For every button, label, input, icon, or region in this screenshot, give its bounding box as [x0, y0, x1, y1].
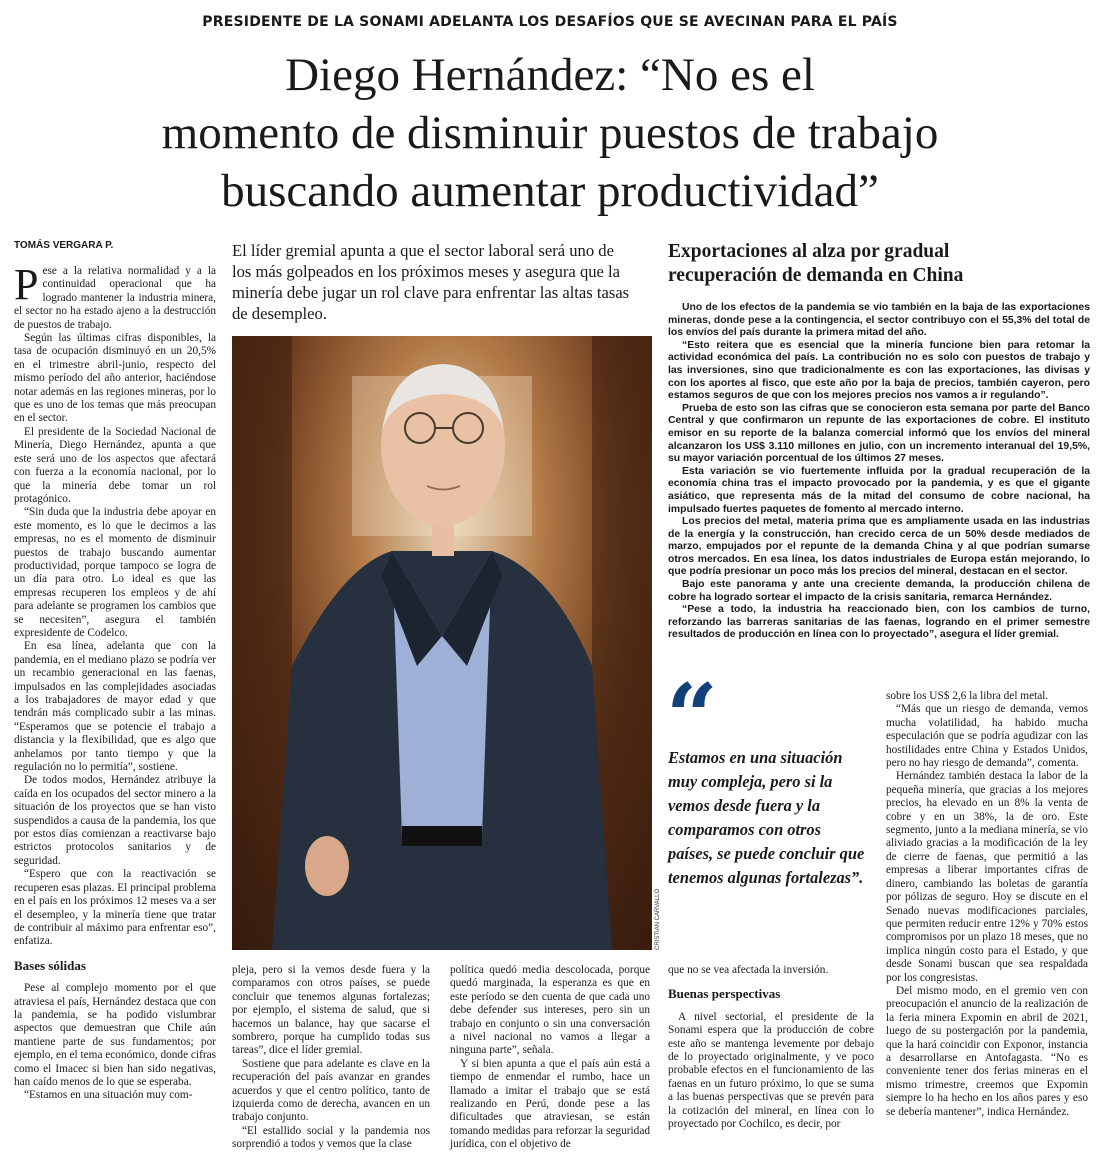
paragraph: Esta variación se vio fuertemente influida por la gradual recuperación de la economía china tras el impacto provocado por la pandemia, y es que el gigante asiático, que representa más de la mitad del consumo de cobre nacional, ha impulsado fuertes paquetes de fomento al mercado interno.	[668, 465, 1090, 515]
paragraph: “Estamos en una situación muy com-	[24, 1089, 193, 1102]
paragraph: Hernández también destaca la labor de la pequeña minería, que gracias a los mejores precios, ha elevado en un 8% la venta de cobre y en un 38%, la de oro. Este segmento, junto a la mediana minería, se vio aliviado gracias a la modificación de la ley de cierre de faenas, que permitió a las empresas a liberar importantes cifras de dinero, cambiando las boletas de garantía por pólizas de seguro. Hoy se discute en el Senado nuevas modificaciones parciales, que permiten reducir entre 12% y 70% estos compromisos por un plazo 18 meses, que no implica ningún costo para el Estado, y que desde Sonami buscan que sea respaldada por los congresistas.	[886, 770, 1088, 984]
article-column-2	[232, 964, 430, 1152]
article-column-5	[886, 690, 1088, 1119]
paragraph: Sostiene que para adelante es clave en la recuperación del país avanzar en grandes acuerdos y que el centro político, tanto de izquierda como de derecha, avancen en un trabajo conjunto.	[232, 1057, 430, 1124]
paragraph: Según las últimas cifras disponibles, la tasa de ocupación disminuyó en un 20,5% en el trimestre abril-junio, respecto del mismo período del año anterior, haciéndose notar además en las regiones mineras, por lo que es uno de los temas que más preocupan en el sector.	[14, 332, 216, 425]
headline-line: momento de disminuir puestos de trabajo	[161, 107, 939, 159]
paragraph: Prueba de esto son las cifras que se conocieron esta semana por parte del Banco Central y que confirmaron un repunte de las exportaciones de cobre. El instituto emisor en su reporte de la balanza comercial informó que los envíos del mineral alcanzaron los US$ 3.110 millones en julio, con un incremento interanual del 19,5%, su mayor variación porcentual de los últimos 27 meses.	[668, 402, 1090, 465]
paragraph: que no se vea afectada la inversión.	[668, 964, 829, 976]
drop-cap: P	[14, 260, 39, 309]
paragraph: pleja, pero si la vemos desde fuera y la comparamos con otros países, se puede concluir que tenemos algunas fortalezas; por ejemplo, el sistema de salud, que si hacemos un balance, hay que sacarse el sombrero, porque ha cumplido todas sus tareas”, dice el líder gremial.	[232, 964, 430, 1057]
subheading-buenas-perspectivas: Buenas perspectivas	[668, 986, 781, 1002]
paragraph: ese a la relativa normalidad y a la continuidad operacional que ha logrado mantener la industria minera, el sector no ha estado ajeno a la destrucción de puestos de trabajo.	[14, 265, 216, 331]
kicker: PRESIDENTE DE LA SONAMI ADELANTA LOS DESAFÍOS QUE SE AVECINAN PARA EL PAÍS	[202, 14, 898, 30]
article-column-1	[14, 260, 217, 1103]
byline: TOMÁS VERGARA P.	[14, 240, 114, 251]
sidebar-box-text	[668, 302, 1090, 642]
paragraph: “Sin duda que la industria debe apoyar en este momento, es lo que le decimos a las empresas, no es el momento de disminuir puestos de trabajo buscando aumentar productividad, porque tampoco se logra de un día para otro. Lo ideal es que las empresas recuperen los empleos y de ahí para adelante se programen los cambios que se necesiten”, asegura el también expresidente de Codelco.	[14, 506, 216, 639]
paragraph: A nivel sectorial, el presidente de la Sonami espera que la producción de cobre este año se mantenga levemente por debajo de lo proyectado originalmente, y ve poco probable efectos en el funcionamiento de las faenas en un futuro próximo, lo que se suma a las buenas perspectivas que se prevén para la cotización del mineral, en línea con lo proyectado por Cochilco, es decir, por	[668, 1010, 874, 1131]
photo-credit: CRISTIAN CARVALLO	[655, 888, 661, 950]
sidebar-box-title	[668, 240, 1088, 288]
paragraph: “Espero que con la reactivación se recuperen esas plazas. El principal problema en el país en los próximos 12 meses va a ser el desempleo, y la minería tiene que tratar de contribuir al máximo para enfrentar eso”, enfatiza.	[14, 868, 216, 948]
paragraph: Y si bien apunta a que el país aún está a tiempo de enmendar el rumbo, hace un llamado a imitar el trabajo que se está realizando en Perú, donde pese a las dificultades que atraviesan, se están tomando medidas para reforzar la seguridad jurídica, con el objetivo de	[450, 1057, 650, 1151]
paragraph: Uno de los efectos de la pandemia se vio también en la baja de las exportaciones mineras, donde pese a la contingencia, el sector contribuyo con el 55,3% del total de los envíos del país durante la primera mitad del año.	[668, 302, 1090, 339]
article-column-4	[668, 964, 874, 1131]
article-column-3	[450, 964, 650, 1152]
headline-line: buscando aumentar productividad”	[221, 165, 879, 217]
paragraph: Del mismo modo, en el gremio ven con preocupación el anuncio de la realización de la feria minera Expomin en abril de 2021, luego de su postergación por la pandemia, que la hará coincidir con Exponor, instancia a desarrollarse en Antofagasta. “No es conveniente tener dos ferias mineras en el mismo trimestre, creemos que Expomin siempre lo ha hecho en los años pares y eso se debería mantener”, indica Hernández.	[886, 984, 1088, 1118]
paragraph: Pese al complejo momento por el que atraviesa el país, Hernández destaca que con la pandemia, se ha podido vislumbrar aspectos que demuestran que Chile aún mantiene parte de sus fundamentos; por ejemplo, en el tema económico, donde cifras como el Imacec si bien han sido negativas, han caído menos de lo que se esperaba.	[14, 982, 217, 1088]
paragraph: “Pese a todo, la industria ha reaccionado bien, con los cambios de turno, reforzando las barreras sanitarias de las faenas, logrando en el primer semestre resultados de producción en línea con lo proyectado”, asegura el líder gremial.	[668, 604, 1090, 641]
paragraph: “El estallido social y la pandemia nos sorprendió a todos y vemos que la clase	[232, 1124, 430, 1151]
paragraph: sobre los US$ 2,6 la libra del metal.	[886, 690, 1049, 702]
title-line: recuperación de demanda en China	[668, 265, 964, 286]
paragraph: En esa línea, adelanta que con la pandemia, en el mediano plazo se podría ver un recambio generacional en las faenas, impulsados en las complejidades asociadas a los trabajadores de mayor edad y que tendrán más complicado subir a las minas. “Esperamos que se potencie el trabajo a distancia y la flexibilidad, que es algo que anhelamos por tanto tiempo y que la regulación no lo permitía”, sostiene.	[14, 640, 216, 774]
paragraph: Bajo este panorama y ante una creciente demanda, la producción chilena de cobre ha logrado sortear el impacto de la crisis sanitaria, remarca Hernández.	[668, 579, 1090, 603]
paragraph: El presidente de la Sociedad Nacional de Minería, Diego Hernández, apunta a que este será uno de los aspectos que afectará con fuerza a la economía nacional, por lo que la minería debe tomar un rol protagónico.	[14, 425, 216, 505]
subheading-bases-solidas: Bases sólidas	[14, 957, 86, 973]
quote-mark-icon: “	[666, 664, 718, 770]
headline	[30, 46, 1070, 220]
paragraph: política quedó media descolocada, porque quedó marginada, la esperanza es que en este período se den cuenta de que cada uno debe defender sus intereses, pero sin un trabajo en conjunto o sin una conversación a nivel nacional no vamos a llegar a ninguna parte”, señala.	[450, 964, 650, 1057]
paragraph: Los precios del metal, materia prima que es ampliamente usada en las industrias de la energía y la construcción, han crecido cerca de un 50% desde mediados de marzo, empujados por el repunte de la demanda China y al que podrían sumarse otros mercados. En esa línea, los datos industriales de Europa están mejorando, lo que podría presionar un poco más los precios del mineral, destacan en el sector.	[668, 516, 1090, 578]
paragraph: “Más que un riesgo de demanda, vemos mucha volatilidad, ha habido mucha especulación que se podría agudizar con las hostilidades entre China y Estados Unidos, pero no hay riesgo de demanda”, comenta.	[886, 703, 1088, 770]
portrait-illustration	[232, 336, 652, 950]
headline-line: Diego Hernández: “No es el	[285, 49, 815, 101]
portrait-photo	[232, 336, 652, 950]
paragraph: “Esto reitera que es esencial que la minería funcione bien para retomar la actividad económica del país. La contribución no es solo con puestos de trabajo y las inversiones, sino que tradicionalmente es con las exportaciones, las divisas y con los aportes al fisco, que este año por la baja de precios, también cayeron, pero estamos seguros de que con los mejores precios nos vamos a ir regulando”.	[668, 339, 1090, 402]
pull-quote: Estamos en una situación muy compleja, pero si la vemos desde fuera y la comparamos con otros países, se puede concluir que tenemos algunas fortalezas”.	[668, 748, 865, 887]
paragraph: De todos modos, Hernández atribuye la caída en los ocupados del sector minero a la situación de los proyectos que se han visto suspendidos a causa de la pandemia, los que por estos días comienzan a reactivarse bajo estrictos protocolos sanitarios y de seguridad.	[14, 774, 216, 867]
deck-subtitle: El líder gremial apunta a que el sector laboral será uno de los más golpeados en los próximos meses y asegura que la minería debe jugar un rol clave para enfrentar las altas tasas de desempleo.	[232, 241, 630, 323]
title-line: Exportaciones al alza por gradual	[668, 241, 950, 262]
